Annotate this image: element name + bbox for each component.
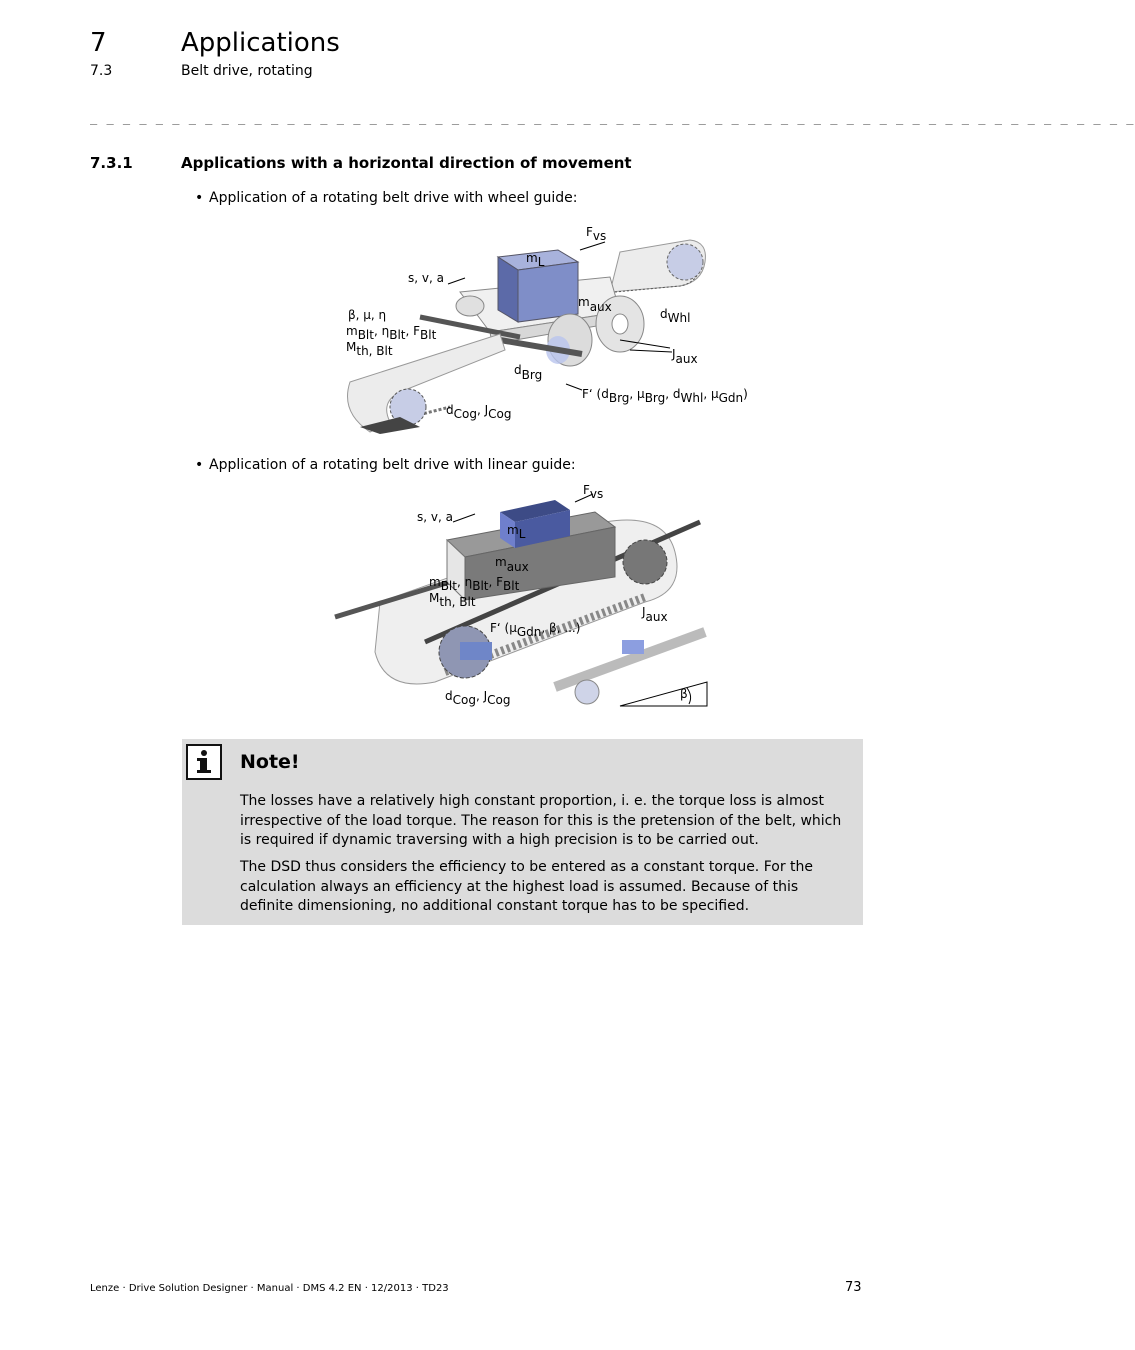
label-maux: maux (578, 295, 612, 314)
inset-cog (575, 680, 599, 704)
footer-text: Lenze · Drive Solution Designer · Manual · DMS 4.2 EN · 12/2013 · TD23 (90, 1283, 449, 1294)
section-number: 7.3 (90, 63, 113, 79)
subsection-title: Applications with a horizontal direction of movement (181, 154, 632, 172)
label-mth: Mth, Blt (346, 340, 393, 358)
label-fprime: F‘ (dBrg, μBrg, dWhl, μGdn) (582, 387, 748, 405)
label-dcog: dCog, JCog (446, 403, 512, 421)
info-icon (186, 744, 222, 780)
header-dashed-rule: _ _ _ _ _ _ _ _ _ _ _ _ _ _ _ _ _ _ _ _ _ _ _ _ _ _ _ _ _ _ _ _ _ _ _ _ _ _ _ _ _ _ _ _ _ _ _ _ _ _ _ _ _ _ _ _ _ _ _ _ _ _ _ _ (90, 111, 1135, 125)
arrow-sva (448, 278, 465, 284)
wheel-back (456, 296, 484, 316)
subsection-number: 7.3.1 (90, 154, 133, 172)
figure-linear-guide (325, 482, 720, 712)
label-mblt: mBlt, ηBlt, FBlt (346, 324, 437, 342)
label-mth: Mth, Blt (429, 591, 476, 609)
cog-back (623, 540, 667, 584)
bullet-text: Application of a rotating belt drive with linear guide: (209, 457, 576, 473)
bullet-marker: • (195, 190, 204, 206)
label-dwhl: dWhl (660, 307, 691, 325)
page-number: 73 (845, 1280, 862, 1295)
label-jaux: Jaux (672, 347, 698, 366)
arrow-sva (453, 514, 475, 522)
note-paragraph-2: The DSD thus considers the efficiency to be entered as a constant torque. For the calculation always an efficiency at the highest load is assumed. Because of this definite dimensioning, no additional constant torque has to be specified. (240, 859, 814, 914)
inset-load (622, 640, 644, 654)
chapter-title: Applications (181, 28, 340, 58)
label-mblt: mBlt, ηBlt, FBlt (429, 575, 520, 593)
label-ml: mL (526, 251, 545, 269)
label-ml: mL (507, 523, 526, 541)
label-fprime: F‘ (μGdn, β, ...) (490, 621, 581, 639)
wheel-right-hub (612, 314, 628, 334)
label-beta-mu-eta: β, μ, η (348, 308, 387, 322)
figure-wheel-guide (320, 222, 748, 440)
cog-right (667, 244, 703, 280)
label-jaux: Jaux (642, 605, 668, 624)
note-title: Note! (240, 751, 300, 773)
label-beta: β (680, 687, 688, 701)
motor-shaft (460, 642, 492, 660)
bullet-wheel-guide (195, 190, 577, 206)
chapter-number: 7 (90, 28, 107, 58)
label-fvs: Fvs (583, 483, 604, 501)
label-sva: s, v, a (408, 271, 444, 285)
label-dcog: dCog, JCog (445, 689, 511, 707)
label-maux: maux (495, 555, 529, 574)
arrow-fprime (566, 384, 582, 390)
arrow-fvs (580, 242, 605, 250)
label-sva: s, v, a (417, 510, 453, 524)
inset-incline (620, 682, 707, 706)
note-paragraph-1: The losses have a relatively high constant proportion, i. e. the torque loss is almost irrespective of the load torque. The reason for this is the pretension of the belt, which is required if dynamic traversing with a high precision is to be carried out. (240, 793, 842, 848)
label-fvs: Fvs (586, 225, 607, 243)
bullet-linear-guide (195, 457, 576, 473)
label-dbrg: dBrg (514, 363, 543, 382)
load-block-front (518, 262, 578, 322)
bullet-marker: • (195, 457, 204, 473)
section-title: Belt drive, rotating (181, 63, 313, 79)
bullet-text: Application of a rotating belt drive with wheel guide: (209, 190, 578, 206)
